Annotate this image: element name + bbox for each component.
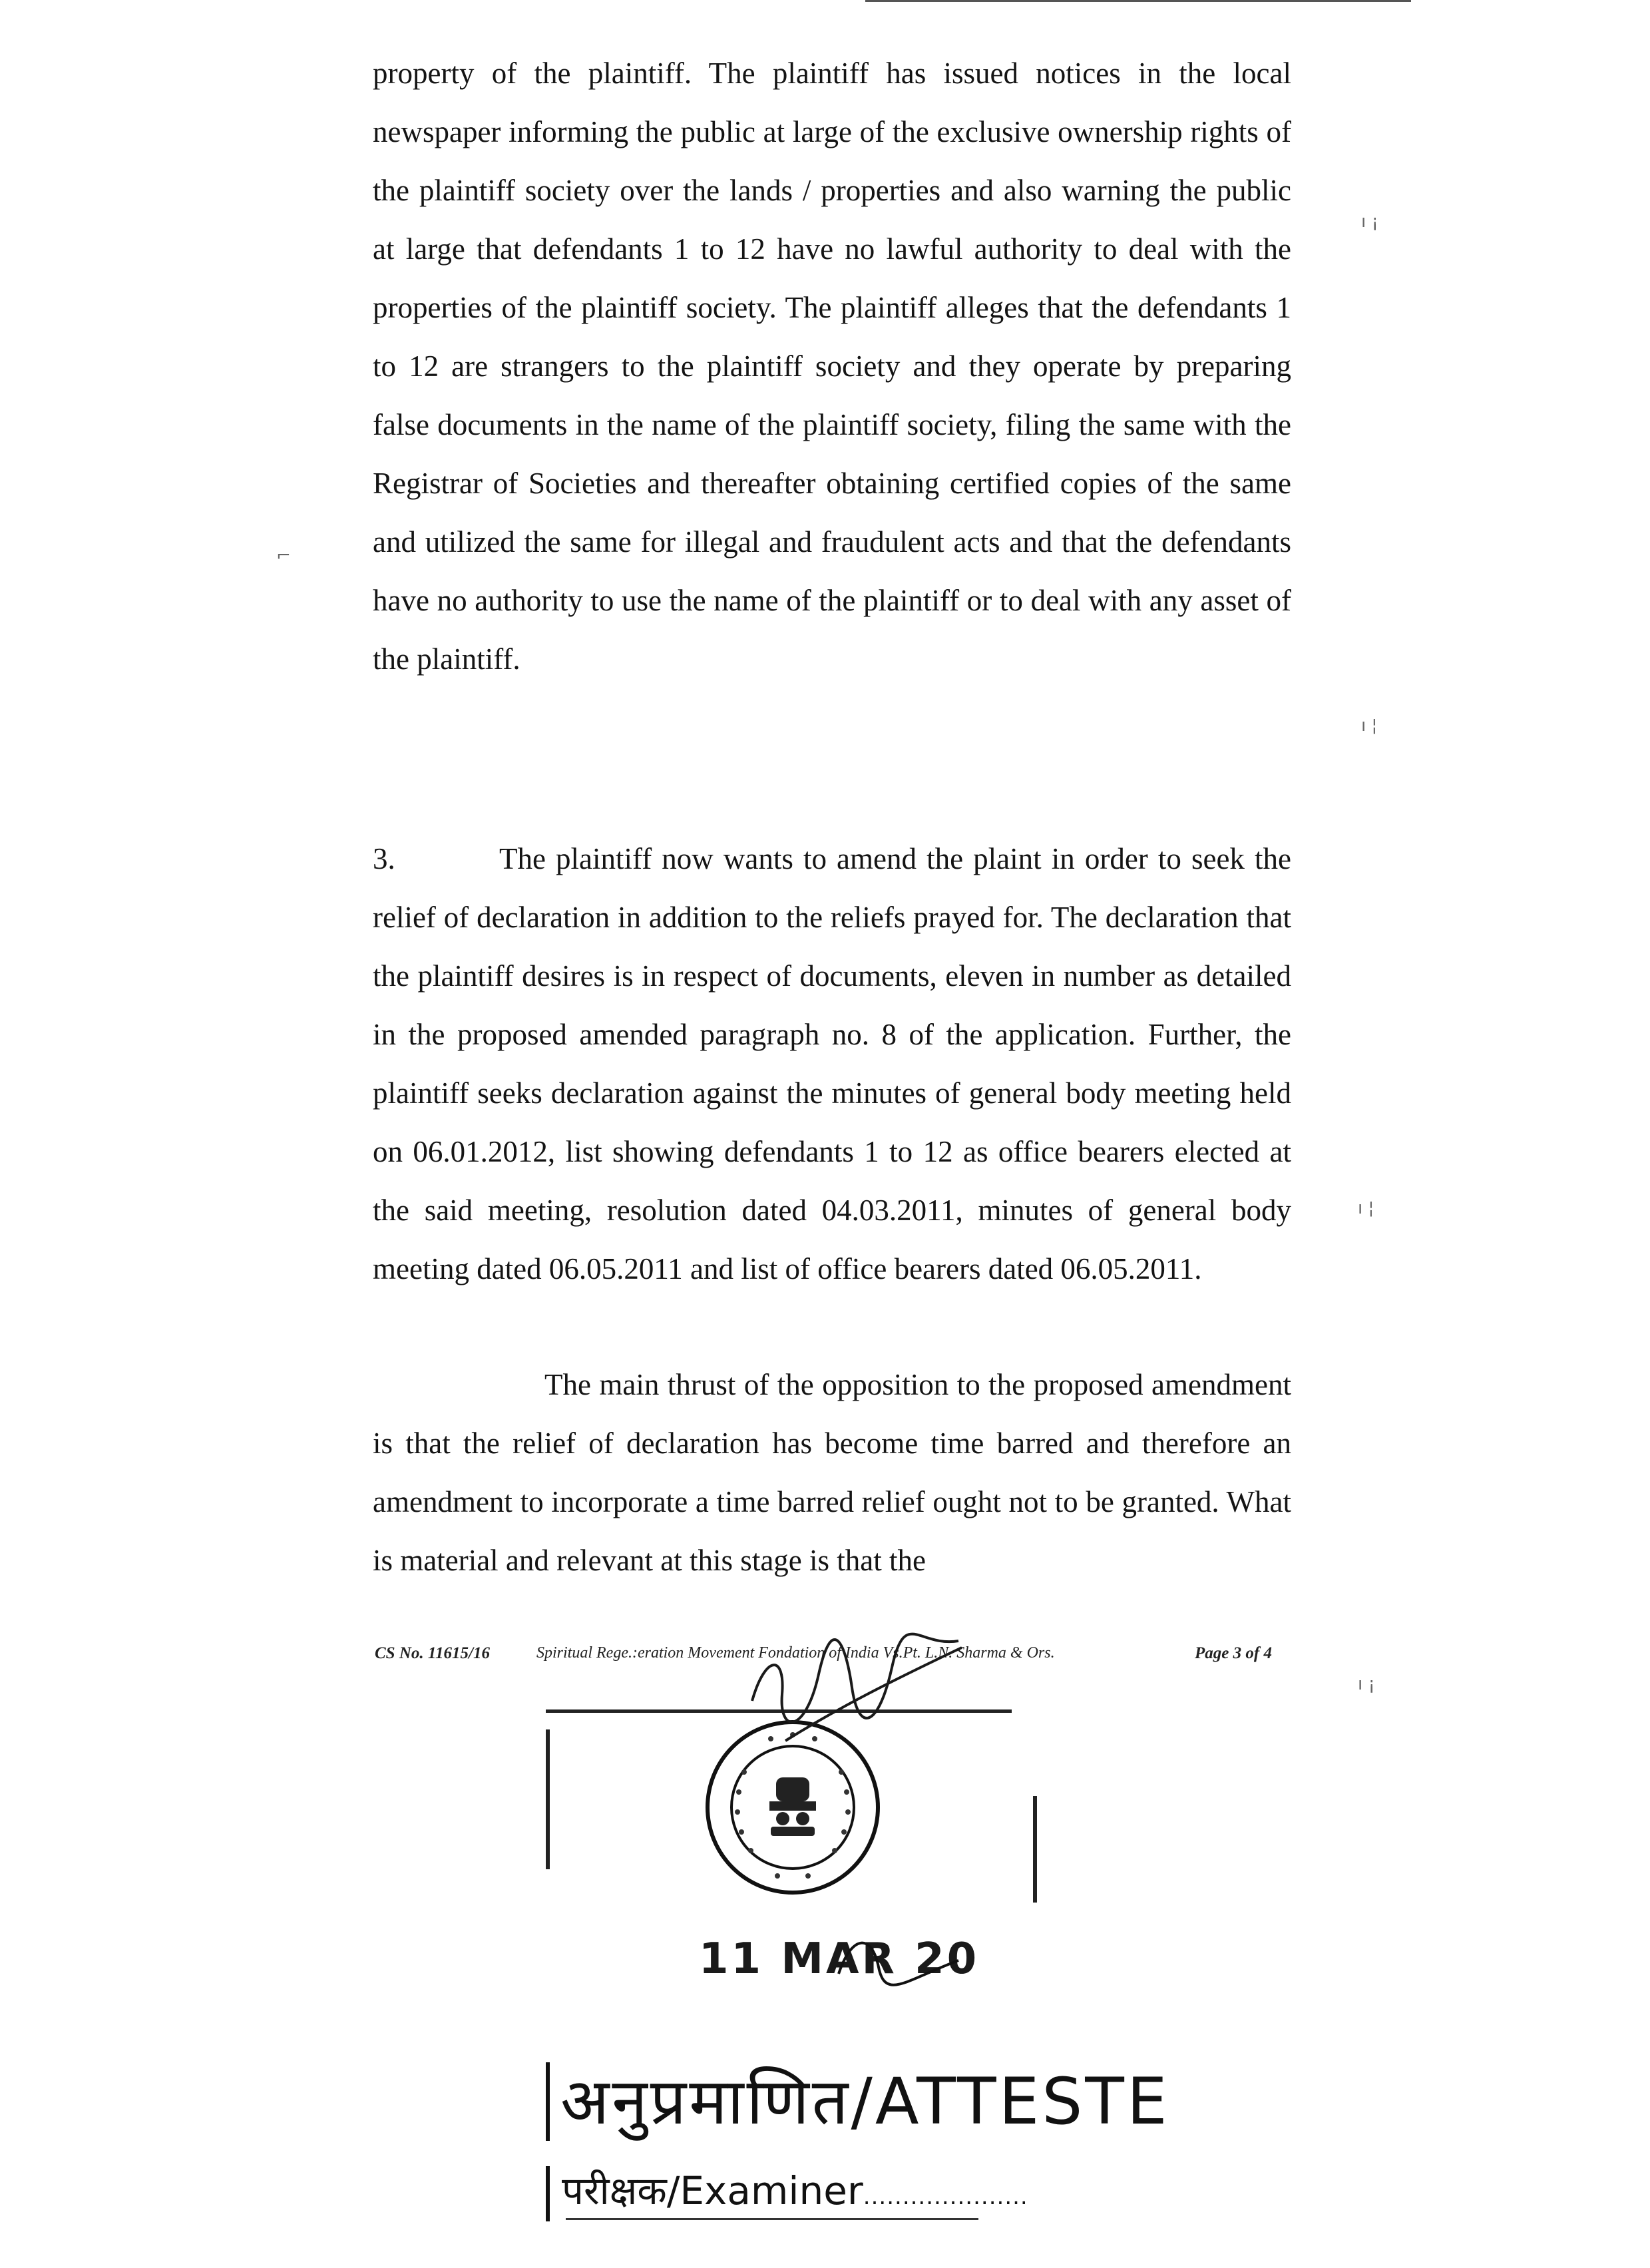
paragraph-continued bbox=[373, 44, 1291, 688]
attested-stamp-text: अनुप्रमाणित/ATTESTE bbox=[546, 2062, 1170, 2141]
margin-tick-mark: ı ¦ bbox=[1361, 716, 1378, 736]
margin-tick-mark: ı ¦ bbox=[1358, 1198, 1374, 1218]
margin-tick-mark: ı ¡ bbox=[1358, 1674, 1375, 1694]
paragraph-3 bbox=[373, 829, 1291, 1298]
examiner-label: परीक्षक/Examiner bbox=[562, 2168, 863, 2213]
paragraph-text: property of the plaintiff. The plaintiff has issued notices in the local newspaper informing the public at large of the exclusive ownership rights of the plaintiff society over the lands / properties and also warning the public at large that defendants 1 to 12 have no lawful authority to deal with the properties of the plaintiff society. The plaintiff alleges that the defendants 1 to 12 are strangers to the plaintiff society and they operate by preparing false documents in the name of the plaintiff society, filing the same with the Registrar of Societies and thereafter obtaining certified copies of the same and utilized the same for illegal and fraudulent acts and that the defendants have no authority to use the name of the plaintiff or to deal with any asset of the plaintiff. bbox=[373, 57, 1291, 676]
stamp-date: 11 MAR 20 bbox=[699, 1934, 980, 1984]
paragraph-number: 3. bbox=[373, 842, 395, 875]
margin-tick-mark: ⌐ bbox=[276, 546, 291, 566]
signature-scribble bbox=[745, 1628, 965, 1761]
examiner-underline bbox=[566, 2218, 978, 2220]
paragraph-text: The plaintiff now wants to amend the plaint in order to seek the relief of declaration in addition to the reliefs prayed for. The declaration that the plaintiff desires is in respect of documents, eleven in number as detailed in the proposed amended paragraph no. 8 of the application. Further, the plaintiff seeks declaration against the minutes of general body meeting held on 06.01.2012, list showing defendants 1 to 12 as office bearers elected at the said meeting, resolution dated 04.03.2011, minutes of general body meeting dated 06.05.2011 and list of office bearers dated 06.05.2011. bbox=[373, 842, 1291, 1285]
examiner-stamp-line bbox=[546, 2166, 1028, 2221]
footer-case-number: CS No. 11615/16 bbox=[375, 1644, 490, 1662]
date-scribble bbox=[832, 1927, 965, 1987]
paragraph-text: The main thrust of the opposition to the proposed amendment is that the relief of declaration has become time barred and therefore an amendment to incorporate a time barred relief ought not to be granted. What is material and relevant at this stage is that the bbox=[373, 1368, 1291, 1577]
paragraph-opposition bbox=[373, 1355, 1291, 1590]
margin-tick-mark: ı ¡ bbox=[1361, 212, 1378, 232]
footer-page-number: Page 3 of 4 bbox=[1195, 1644, 1272, 1662]
examiner-dots: ..................... bbox=[863, 2183, 1028, 2210]
top-border-line bbox=[865, 0, 1411, 2]
footer-case-title: Spiritual Rege.:eration Movement Fondation of India Vs.Pt. L.N. Sharma & Ors. bbox=[536, 1644, 1055, 1662]
